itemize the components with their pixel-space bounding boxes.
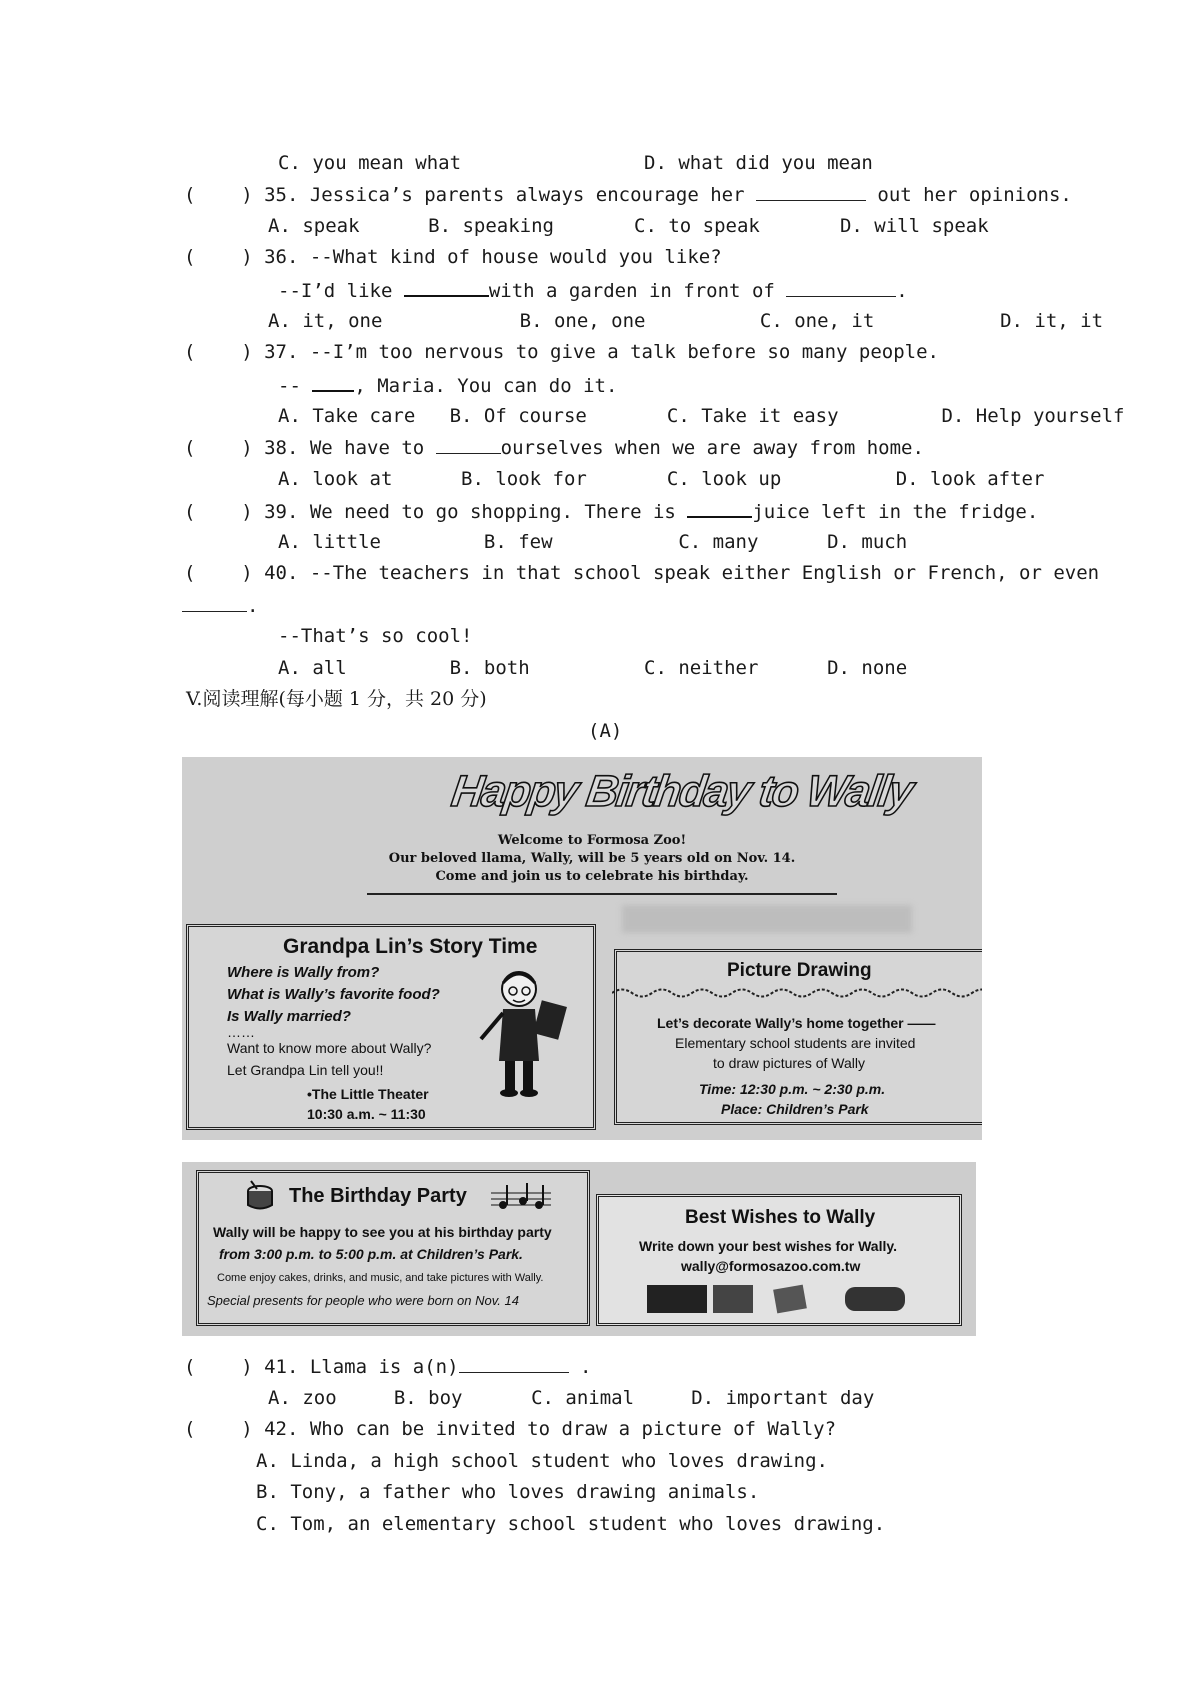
blurred-strip xyxy=(622,905,912,933)
photo-thumb-1 xyxy=(647,1285,707,1313)
line-text: . xyxy=(247,595,259,617)
line-text: ( ) 42. Who can be invited to draw a picture of Wally? xyxy=(184,1418,837,1440)
poster-intro-1: Our beloved llama, Wally, will be 5 years old on Nov. 14. xyxy=(388,851,796,866)
options-40 xyxy=(278,656,907,680)
answer-blank xyxy=(756,182,866,201)
decorative-border xyxy=(612,986,982,1000)
drawing-heading: Picture Drawing xyxy=(727,960,872,981)
music-notes-icon xyxy=(491,1181,551,1215)
question-35 xyxy=(184,182,1072,207)
question-36 xyxy=(184,245,722,269)
option-42-c xyxy=(256,1512,885,1536)
answer-blank xyxy=(786,278,896,297)
options-41 xyxy=(268,1386,874,1410)
photo-thumb-4 xyxy=(845,1287,905,1311)
line-text: with a garden in front of xyxy=(488,280,787,302)
poster-welcome: Welcome to Formosa Zoo! xyxy=(497,833,687,848)
best-wishes-box xyxy=(596,1194,962,1326)
drawing-t2: Elementary school students are invited xyxy=(675,1035,916,1051)
birthday-poster xyxy=(182,757,982,1140)
story-time: 10:30 a.m. ~ 11:30 xyxy=(307,1106,426,1122)
line-text: V.阅读理解(每小题 1 分，共 20 分) xyxy=(186,688,487,710)
line-text: . xyxy=(568,1356,592,1378)
drum-icon xyxy=(245,1179,275,1213)
question-40-cont xyxy=(182,593,258,618)
story-heading: Grandpa Lin’s Story Time xyxy=(283,935,538,958)
story-t2: Let Grandpa Lin tell you!! xyxy=(227,1062,384,1078)
line-text: A. all B. both C. neither D. none xyxy=(278,657,908,679)
question-36-reply xyxy=(278,277,908,303)
picture-drawing-box xyxy=(614,949,982,1125)
answer-blank xyxy=(312,372,354,392)
drawing-time: Time: 12:30 p.m. ~ 2:30 p.m. xyxy=(699,1081,886,1097)
wishes-email: wally@formosazoo.com.tw xyxy=(681,1258,861,1274)
question-40 xyxy=(184,561,1099,585)
line-text: A. it, one B. one, one C. one, it D. it, it xyxy=(268,310,1104,332)
option-42-a xyxy=(256,1449,828,1473)
line-text: juice left in the fridge. xyxy=(752,501,1039,523)
poster-intro-2: Come and join us to celebrate his birthday. xyxy=(435,869,749,884)
question-40-reply xyxy=(278,624,472,648)
line-text: ( ) 35. Jessica’s parents always encourage her xyxy=(184,184,756,206)
party-heading: The Birthday Party xyxy=(289,1185,467,1207)
line-text: ( ) 37. --I’m too nervous to give a talk before so many people. xyxy=(184,341,939,363)
line-text: --I’d like xyxy=(278,280,404,302)
drawing-place: Place: Children’s Park xyxy=(721,1101,869,1117)
line-text: ( ) 38. We have to xyxy=(184,437,436,459)
party-t3: Come enjoy cakes, drinks, and music, and take pictures with Wally. xyxy=(217,1272,544,1284)
section-title-reading xyxy=(186,687,487,711)
line-text: ( ) 39. We need to go shopping. There is xyxy=(184,501,688,523)
options-38 xyxy=(278,467,1044,491)
question-41 xyxy=(184,1354,591,1379)
passage-label-a xyxy=(588,719,622,743)
story-dots: …… xyxy=(227,1024,255,1040)
option-line-34 xyxy=(278,151,873,175)
party-t2: from 3:00 p.m. to 5:00 p.m. at Children’s Park. xyxy=(219,1246,523,1262)
line-text: A. zoo B. boy C. animal D. important day xyxy=(268,1387,875,1409)
birthday-poster-lower xyxy=(182,1162,976,1336)
line-text: A. Linda, a high school student who loves drawing. xyxy=(256,1450,828,1472)
question-39 xyxy=(184,498,1038,524)
line-text: ( ) 40. --The teachers in that school speak either English or French, or even xyxy=(184,562,1100,584)
wishes-heading: Best Wishes to Wally xyxy=(685,1207,876,1228)
line-text: ourselves when we are away from home. xyxy=(500,437,924,459)
line-text: (A) xyxy=(588,720,623,742)
answer-blank xyxy=(182,593,247,612)
photo-thumb-2 xyxy=(713,1285,753,1313)
story-t1: Want to know more about Wally? xyxy=(227,1040,432,1056)
story-q1: Where is Wally from? xyxy=(227,964,380,981)
line-text: -- xyxy=(278,375,313,397)
party-t1: Wally will be happy to see you at his birthday party xyxy=(213,1224,552,1240)
line-text: ( ) 36. --What kind of house would you like? xyxy=(184,246,722,268)
birthday-party-box xyxy=(196,1170,590,1326)
line-text: --That’s so cool! xyxy=(278,625,473,647)
divider xyxy=(367,893,837,895)
option-42-b xyxy=(256,1480,759,1504)
line-text: out her opinions. xyxy=(865,184,1072,206)
drawing-t3: to draw pictures of Wally xyxy=(713,1055,865,1071)
grandpa-illustration xyxy=(475,963,573,1103)
line-text: C. you mean what D. what did you mean xyxy=(278,152,873,174)
wishes-t1: Write down your best wishes for Wally. xyxy=(639,1238,898,1254)
options-39 xyxy=(278,530,907,554)
line-text: A. speak B. speaking C. to speak D. will speak xyxy=(268,215,989,237)
poster-title: Happy Birthday to Wally xyxy=(448,767,915,816)
options-37 xyxy=(278,404,1124,428)
question-37-reply xyxy=(278,372,617,398)
line-text: C. Tom, an elementary school student who loves drawing. xyxy=(256,1513,886,1535)
story-q3: Is Wally married? xyxy=(227,1008,351,1025)
line-text: A. Take care B. Of course C. Take it easy D. Help yourself xyxy=(278,405,1125,427)
story-time-box xyxy=(186,924,596,1130)
line-text: A. look at B. look for C. look up D. look after xyxy=(278,468,1045,490)
line-text: , Maria. You can do it. xyxy=(354,375,618,397)
answer-blank xyxy=(687,498,752,518)
line-text: ( ) 41. Llama is a(n) xyxy=(184,1356,459,1378)
options-36 xyxy=(268,309,1103,333)
question-38 xyxy=(184,435,924,460)
line-text: . xyxy=(896,280,908,302)
drawing-t1: Let’s decorate Wally’s home together —— xyxy=(657,1015,936,1031)
story-q2: What is Wally’s favorite food? xyxy=(227,986,440,1003)
answer-blank xyxy=(404,277,489,297)
story-place: •The Little Theater xyxy=(307,1086,429,1102)
answer-blank xyxy=(436,435,501,454)
photo-thumb-3 xyxy=(773,1285,807,1314)
answer-blank xyxy=(459,1354,569,1373)
question-42 xyxy=(184,1417,836,1441)
options-35 xyxy=(268,214,989,238)
line-text: B. Tony, a father who loves drawing animals. xyxy=(256,1481,760,1503)
party-t4: Special presents for people who were born on Nov. 14 xyxy=(207,1293,519,1308)
question-37 xyxy=(184,340,939,364)
line-text: A. little B. few C. many D. much xyxy=(278,531,908,553)
